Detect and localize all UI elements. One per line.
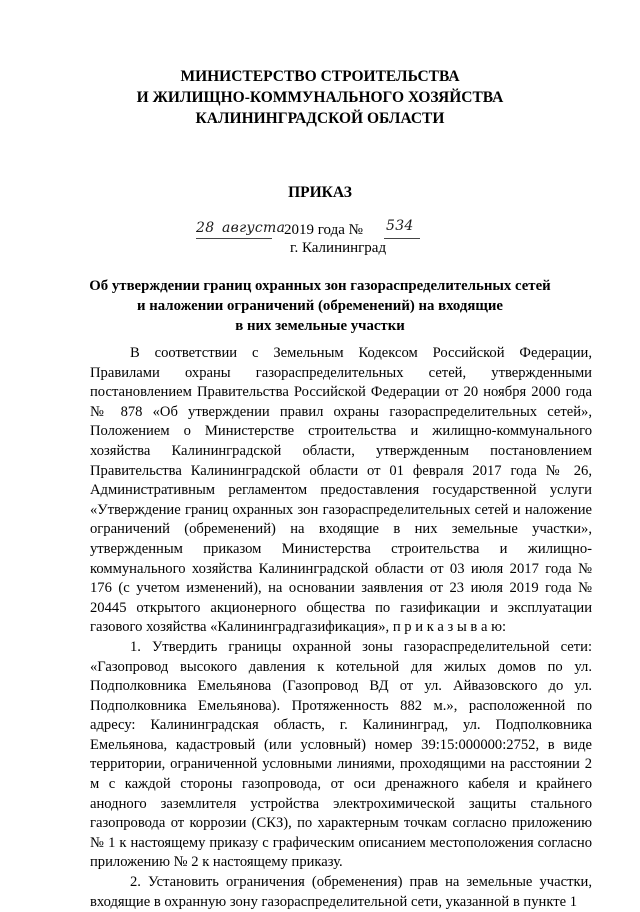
order-date-line	[196, 218, 456, 242]
date-underline	[196, 238, 272, 239]
order-subject	[0, 276, 640, 336]
order-title: ПРИКАЗ	[288, 184, 352, 201]
number-underline	[384, 238, 420, 239]
order-body	[90, 344, 592, 912]
subject-line: в них земельные участки	[235, 318, 405, 334]
body-paragraph-item-2: 2. Установить ограничения (обременения) прав на земельные участки, входящие в охранную зону газораспределительной сети, указанной в пункте 1	[90, 874, 592, 910]
handwritten-month: августа	[222, 220, 286, 236]
handwritten-day: 28	[196, 220, 215, 236]
handwritten-number: 534	[386, 218, 414, 234]
city-line: г. Калининград	[290, 240, 387, 256]
subject-line: Об утверждении границ охранных зон газораспределительных сетей	[89, 278, 551, 294]
body-paragraph-item-1: 1. Утвердить границы охранной зоны газораспределительной сети: «Газопровод высокого давления к котельной для жилых домов по ул. Подполковника Емельянова (Газопровод ВД от ул. Айвазовского до ул. Подполковника Емельянова). Протяженность 882 м.», расположенной по адресу: Калининградская область, г. Калининград, ул. Подполковника Емельянова, кадастровый (или условный) номер 39:15:000000:2752, в виде территории, ограниченной условными линиями, проходящими на расстоянии 2 м с каждой стороны газопровода, от оси дренажного кабеля и крайнего анодного заземлителя устройства электрохимической защиты стального газопровода от коррозии (СКЗ), по характерным точкам согласно приложению № 1 к настоящему приказу с графическим описанием местоположения согласно приложению № 2 к настоящему приказу.	[90, 638, 592, 871]
ministry-line: КАЛИНИНГРАДСКОЙ ОБЛАСТИ	[195, 110, 445, 127]
ministry-line: МИНИСТЕРСТВО СТРОИТЕЛЬСТВА	[180, 68, 460, 85]
body-paragraph-preamble: В соответствии с Земельным Кодексом Российской Федерации, Правилами охраны газораспределительных сетей, утвержденными постановлением Правительства Российской Федерации от 20 ноября 2000 года № 878 «Об утверждении правил охраны газораспределительных сетей», Положением о Министерстве строительства и жилищно-коммунального хозяйства Калининградской области, утвержденным постановлением Правительства Калининградской области от 01 февраля 2017 года № 26, Административным регламентом предоставления государственной услуги «Утверждение границ охранных зон газораспределительных сетей и наложение ограничений (обременений) на входящие в них земельные участки», утвержденным приказом Министерства строительства и жилищно-коммунального хозяйства Калининградской области от 03 июля 2017 года № 176 (с учетом изменений), на основании заявления от 23 июля 2019 года № 20445 открытого акционерного общества по газификации и эксплуатации газового хозяйства «Калининградгазификация», п р и к а з ы в а ю:	[90, 345, 592, 636]
ministry-line: И ЖИЛИЩНО-КОММУНАЛЬНОГО ХОЗЯЙСТВА	[136, 89, 504, 106]
subject-line: и наложении ограничений (обременений) на входящие	[137, 298, 503, 314]
ministry-header	[0, 66, 640, 129]
printed-date: 2019 года №	[284, 222, 363, 238]
